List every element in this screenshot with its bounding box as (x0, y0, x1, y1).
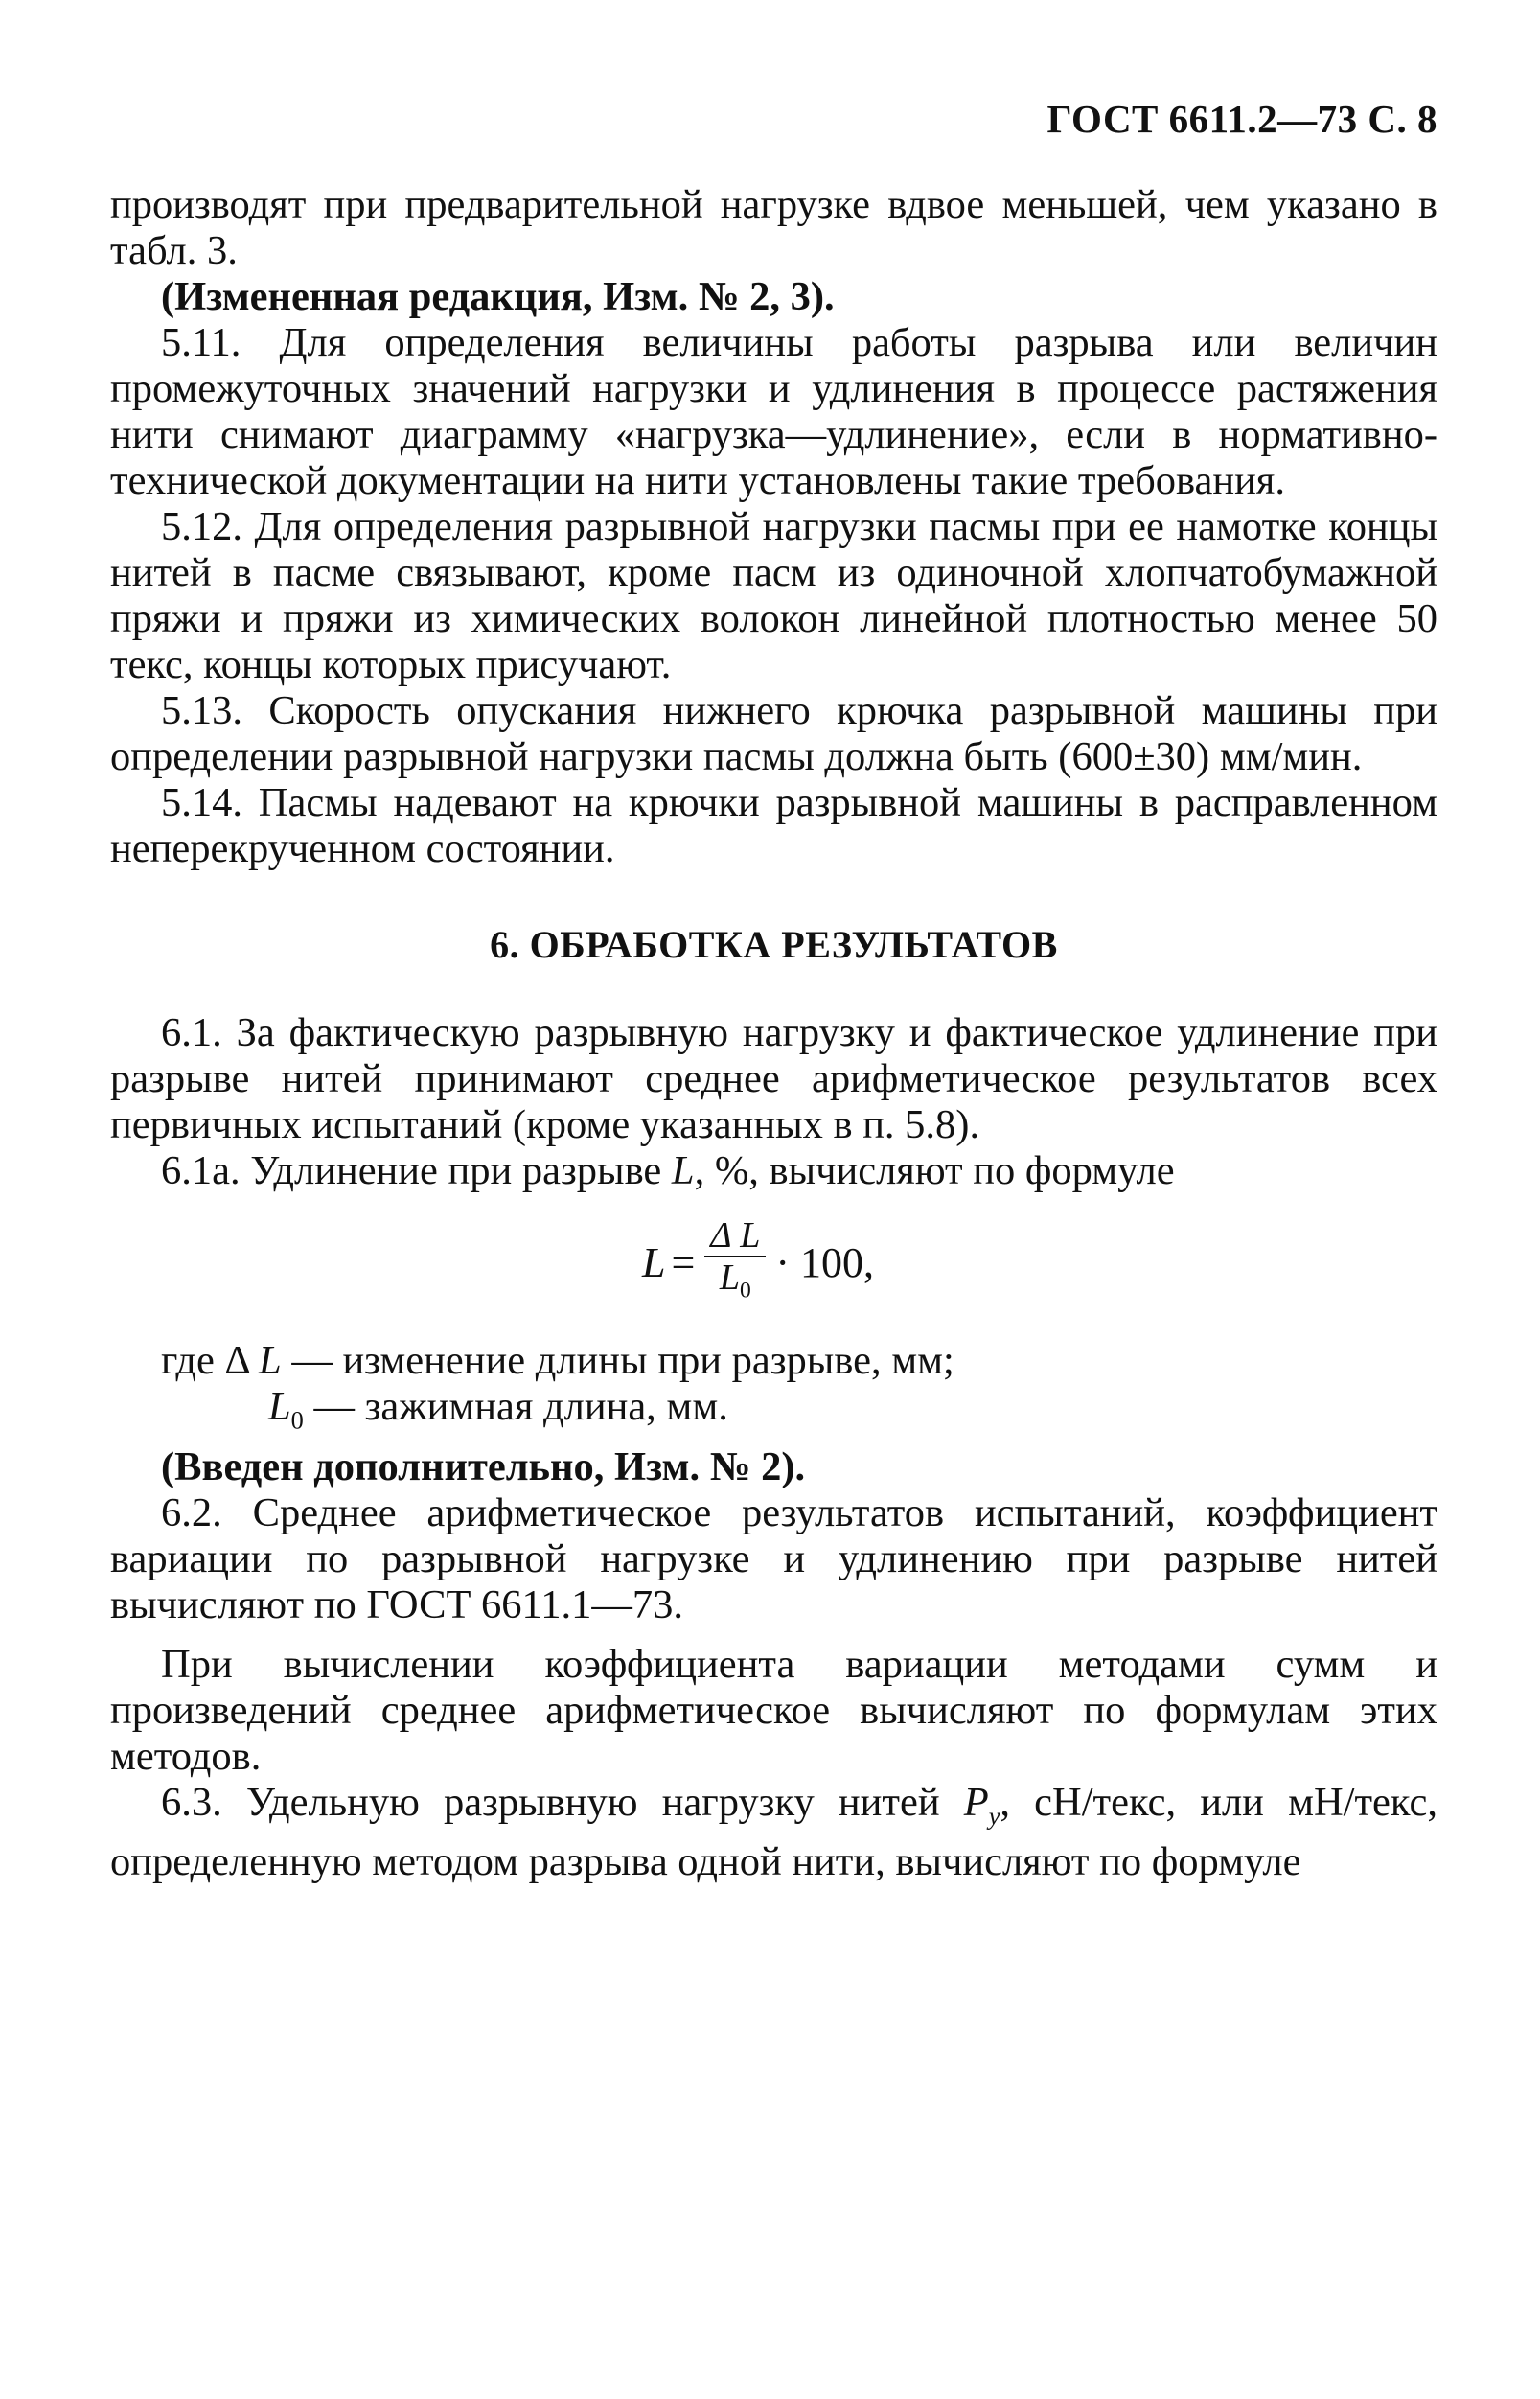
formula-rhs: · 100, (775, 1238, 874, 1286)
formula-fraction (704, 1215, 766, 1311)
where1-prefix: где Δ (161, 1338, 260, 1383)
formula-denominator (720, 1257, 751, 1311)
page-header: ГОСТ 6611.2—73 С. 8 (1046, 97, 1437, 141)
clause-5-13: 5.13. Скорость опускания нижнего крючка разрывной машины при определении разрывной нагрузки пасмы должна быть (600±30) мм/мин. (110, 688, 1437, 779)
clause-6-3-prefix: 6.3. Удельную разрывную нагрузку нитей (161, 1779, 964, 1825)
formula-den-main: L (719, 1257, 740, 1298)
formula-eq: = (671, 1238, 696, 1286)
clause-5-11: 5.11. Для определения величины работы разрыва или величин промежуточных значений нагрузки и удлинения в процессе растяжения нити снимают диаграмму «нагрузка—удлинение», если в нормативно-технической документации на нити установлены такие требования. (110, 320, 1437, 503)
paragraph-continuation: производят при предварительной нагрузке вдвое меньшей, чем указано в табл. 3. (110, 182, 1437, 273)
formula-numerator: Δ L (710, 1215, 761, 1256)
clause-6-2: 6.2. Среднее арифметическое результатов испытаний, коэффициент вариации по разрывной нагрузке и удлинению при разрыве нитей вычисляют по ГОСТ 6611.1—73. (110, 1489, 1437, 1627)
section-6-title: 6. ОБРАБОТКА РЕЗУЛЬТАТОВ (490, 923, 1058, 966)
clause-6-2-note: При вычислении коэффициента вариации методами сумм и произведений среднее арифметическое вычисляют по формулам этих методов. (110, 1641, 1437, 1779)
where-line-1 (110, 1338, 1437, 1384)
clause-6-3 (110, 1780, 1437, 1886)
clause-6-3-suffix: , сН/текс, или мН/текс, определенную методом разрыва одной нити, вычисляют по формуле (110, 1779, 1437, 1884)
clause-6-3-var: P (963, 1779, 989, 1825)
clause-5-14: 5.14. Пасмы надевают на крючки разрывной машины в расправленном неперекрученном состоянии. (110, 780, 1437, 871)
where2-var: L (268, 1384, 291, 1429)
clause-6-1a-suffix: , %, вычисляют по формуле (694, 1148, 1175, 1193)
where1-text: — изменение длины при разрыве, мм; (281, 1338, 954, 1383)
document-page (110, 0, 1437, 2399)
amendment-note-2: (Введен дополнительно, Изм. № 2). (161, 1443, 806, 1489)
formula-den-sub: 0 (739, 1278, 751, 1303)
where1-var: L (259, 1338, 282, 1383)
elongation-formula (642, 1215, 874, 1311)
clause-5-12: 5.12. Для определения разрывной нагрузки пасмы при ее намотке концы нитей в пасме связывают, кроме пасм из одиночной хлопчатобумажной пряжи и пряжи из химических волокон линейной плотностью менее 50 текс, концы которых присучают. (110, 504, 1437, 687)
formula-block (110, 1194, 1437, 1338)
clause-6-3-sub: y (988, 1802, 1000, 1830)
document-body (110, 182, 1437, 1885)
clause-6-1: 6.1. За фактическую разрывную нагрузку и фактическое удлинение при разрыве нитей принимают среднее арифметическое результатов всех первичных испытаний (кроме указанных в п. 5.8). (110, 1010, 1437, 1147)
clause-6-1a-prefix: 6.1а. Удлинение при разрыве (161, 1148, 672, 1193)
amendment-note: (Измененная редакция, Изм. № 2, 3). (161, 274, 835, 319)
where2-text: — зажимная длина, мм. (303, 1384, 728, 1429)
where2-sub: 0 (290, 1406, 304, 1435)
formula-lhs: L (642, 1238, 666, 1286)
where-line-2 (110, 1384, 1437, 1444)
clause-6-1a (110, 1148, 1437, 1194)
clause-6-1a-var: L (671, 1148, 695, 1193)
